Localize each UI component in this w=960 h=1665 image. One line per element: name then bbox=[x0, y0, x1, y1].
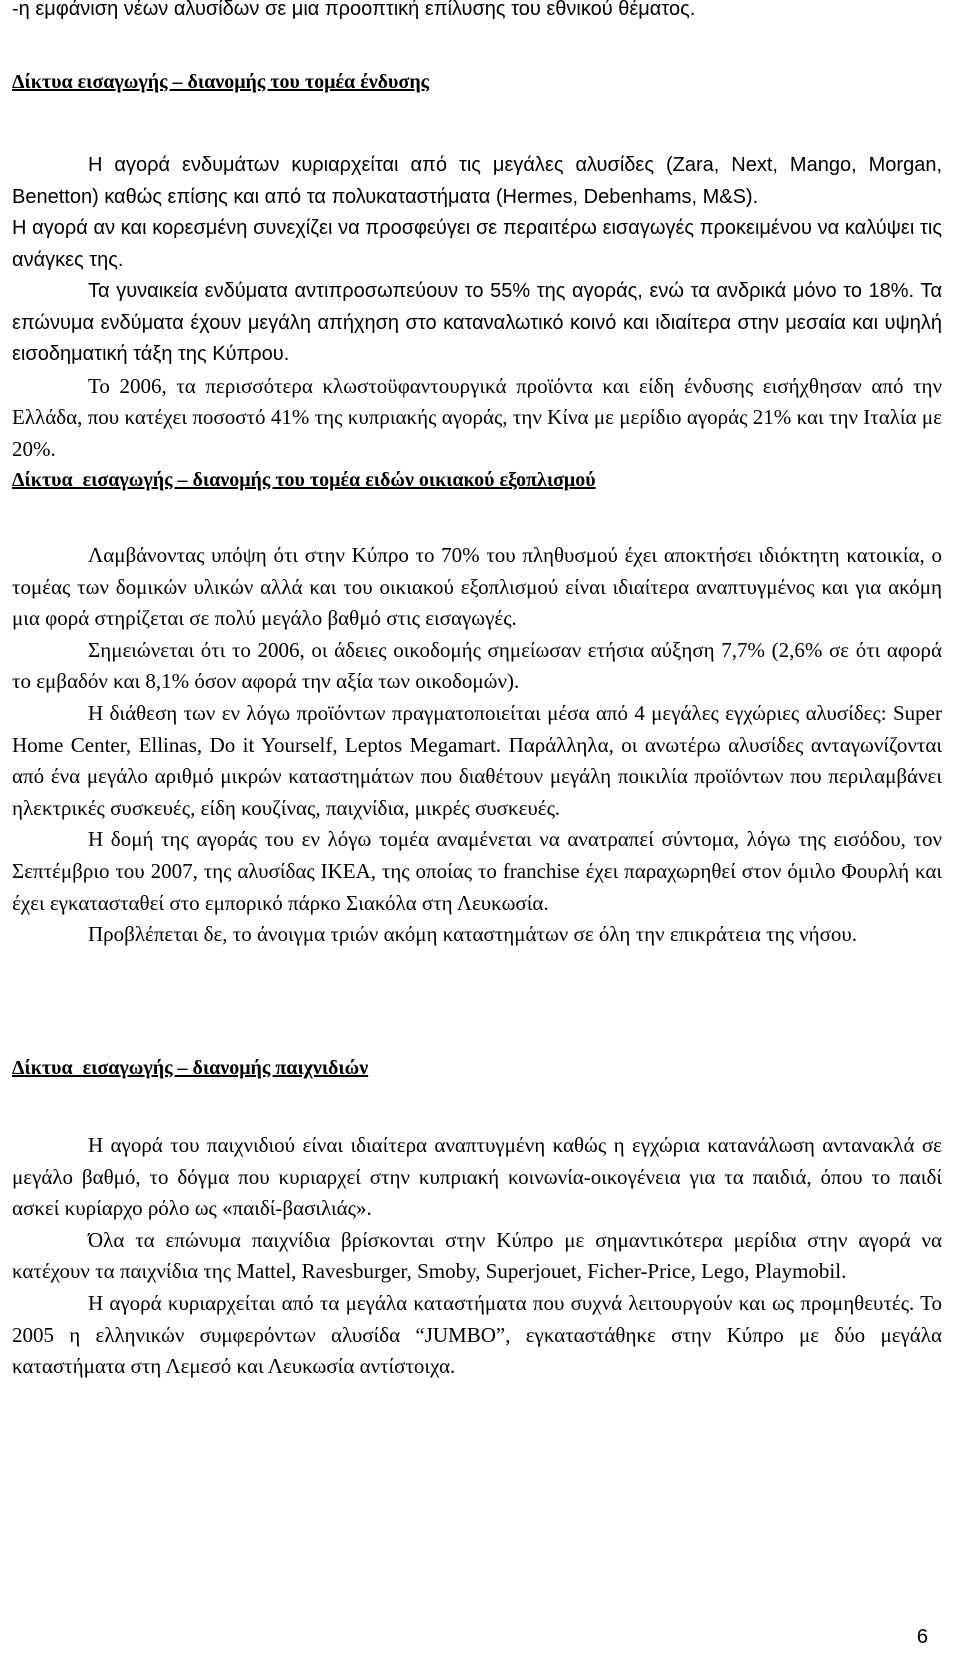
toys-paragraph-3: Η αγορά κυριαρχείται από τα μεγάλα καταστήματα που συχνά λειτουργούν και ως προμηθευτές. Το 2005 η ελληνικών συμφερόντων αλυσίδα “JUMBO”, εγκαταστάθηκε στην Κύπρο με δύο μεγάλα καταστήματα στη Λεμεσό και Λευκωσία αντίστοιχα. bbox=[12, 1290, 942, 1379]
heading-household: Δίκτυα εισαγωγής – διανομής του τομέα ειδών οικιακού εξοπλισμού bbox=[12, 469, 596, 491]
toys-paragraph-2: Όλα τα επώνυμα παιχνίδια βρίσκονται στην Κύπρο με σημαντικότερα μερίδια στην αγορά να κατέχουν τα παιχνίδια της Mattel, Ravesburger, Smoby, Superjouet, Ficher-Price, Lego, Playmobil. bbox=[12, 1227, 942, 1284]
clothing-paragraph-4: Το 2006, τα περισσότερα κλωστοϋφαντουργικά προϊόντα και είδη ένδυσης εισήχθησαν από την Ελλάδα, που κατέχει ποσοστό 41% της κυπριακής αγοράς, την Κίνα με μερίδιο αγοράς 21% και την Ιταλία με 20%. bbox=[12, 373, 942, 461]
household-paragraph-2: Σημειώνεται ότι το 2006, οι άδειες οικοδομής σημείωσαν ετήσια αύξηση 7,7% (2,6% σε ότι αφορά το εμβαδόν και 8,1% όσον αφορά την αξία των οικοδομών). bbox=[12, 637, 942, 694]
page-number: 6 bbox=[916, 1625, 928, 1648]
clothing-paragraph-1: Η αγορά ενδυμάτων κυριαρχείται από τις μεγάλες αλυσίδες (Zara, Next, Mango, Morgan, Benetton) καθώς επίσης και από τα πολυκαταστήματα (Hermes, Debenhams, M&S). bbox=[12, 154, 942, 208]
clothing-paragraph-3-part-a: Τα γυναικεία ενδύματα αντιπροσωπεύουν το 55% της αγοράς, ενώ τα ανδρικά μόνο το 18%. bbox=[88, 280, 915, 302]
section-household bbox=[12, 540, 942, 951]
clothing-paragraph-3 bbox=[12, 276, 942, 371]
household-paragraph-3: Η διάθεση των εν λόγω προϊόντων πραγματοποιείται μέσα από 4 μεγάλες εγχώριες αλυσίδες: Super Home Center, Ellinas, Do it Yourself, Leptos Megamart. Παράλληλα, οι ανωτέρω αλυσίδες ανταγωνίζονται από ένα μεγάλο αριθμό μικρών καταστημάτων που διαθέτουν μεγάλη ποικιλία προϊόντων που περιλαμβάνει ηλεκτρικές συσκευές, είδη κουζίνας, παιχνίδια, μικρές συσκευές. bbox=[12, 700, 942, 820]
section-clothing bbox=[12, 150, 942, 465]
heading-clothing: Δίκτυα εισαγωγής – διανομής του τομέα ένδυσης bbox=[12, 71, 430, 93]
heading-toys: Δίκτυα εισαγωγής – διανομής παιχνιδιών bbox=[12, 1057, 369, 1079]
clothing-paragraph-2: Η αγορά αν και κορεσμένη συνεχίζει να προσφεύγει σε περαιτέρω εισαγωγές προκειμένου να καλύψει τις ανάγκες της. bbox=[12, 217, 942, 271]
toys-paragraph-1: Η αγορά του παιχνιδιού είναι ιδιαίτερα αναπτυγμένη καθώς η εγχώρια κατανάλωση αντανακλά σε μεγάλο βαθμό, το δόγμα που κυριαρχεί στην κυπριακή κοινωνία-οικογένεια για τα παιδιά, όπου το παιδί ασκεί κυρίαρχο ρόλο ως «παιδί-βασιλιάς». bbox=[12, 1133, 942, 1221]
intro-line: -η εμφάνιση νέων αλυσίδων σε μια προοπτική επίλυσης του εθνικού θέματος. bbox=[12, 0, 696, 20]
section-toys bbox=[12, 1130, 942, 1383]
clothing-paragraph-3-part-b: Τα επώνυμα ενδύματα έχουν μεγάλη απήχηση στο καταναλωτικό κοινό και ιδιαίτερα στην μεσαία και υψηλή εισοδηματική τάξη της Κύπρου. bbox=[12, 280, 943, 365]
household-paragraph-4: Η δομή της αγοράς του εν λόγω τομέα αναμένεται να ανατραπεί σύντομα, λόγω της εισόδου, τον Σεπτέμβριο του 2007, της αλυσίδας IKEA, της οποίας το franchise έχει παραχωρηθεί στον όμιλο Φουρλή και έχει εγκατασταθεί στο εμπορικό πάρκο Σιακόλα στη Λευκωσία. bbox=[12, 827, 942, 915]
household-paragraph-5: Προβλέπεται δε, το άνοιγμα τριών ακόμη καταστημάτων σε όλη την επικράτεια της νήσου. bbox=[88, 922, 858, 947]
household-paragraph-1: Λαμβάνοντας υπόψη ότι στην Κύπρο το 70% του πληθυσμού έχει αποκτήσει ιδιόκτητη κατοικία, ο τομέας των δομικών υλικών αλλά και του οικιακού εξοπλισμού είναι ιδιαίτερα αναπτυγμένος και για ακόμη μια φορά στηρίζεται σε πολύ μεγάλο βαθμό στις εισαγωγές. bbox=[12, 543, 942, 631]
